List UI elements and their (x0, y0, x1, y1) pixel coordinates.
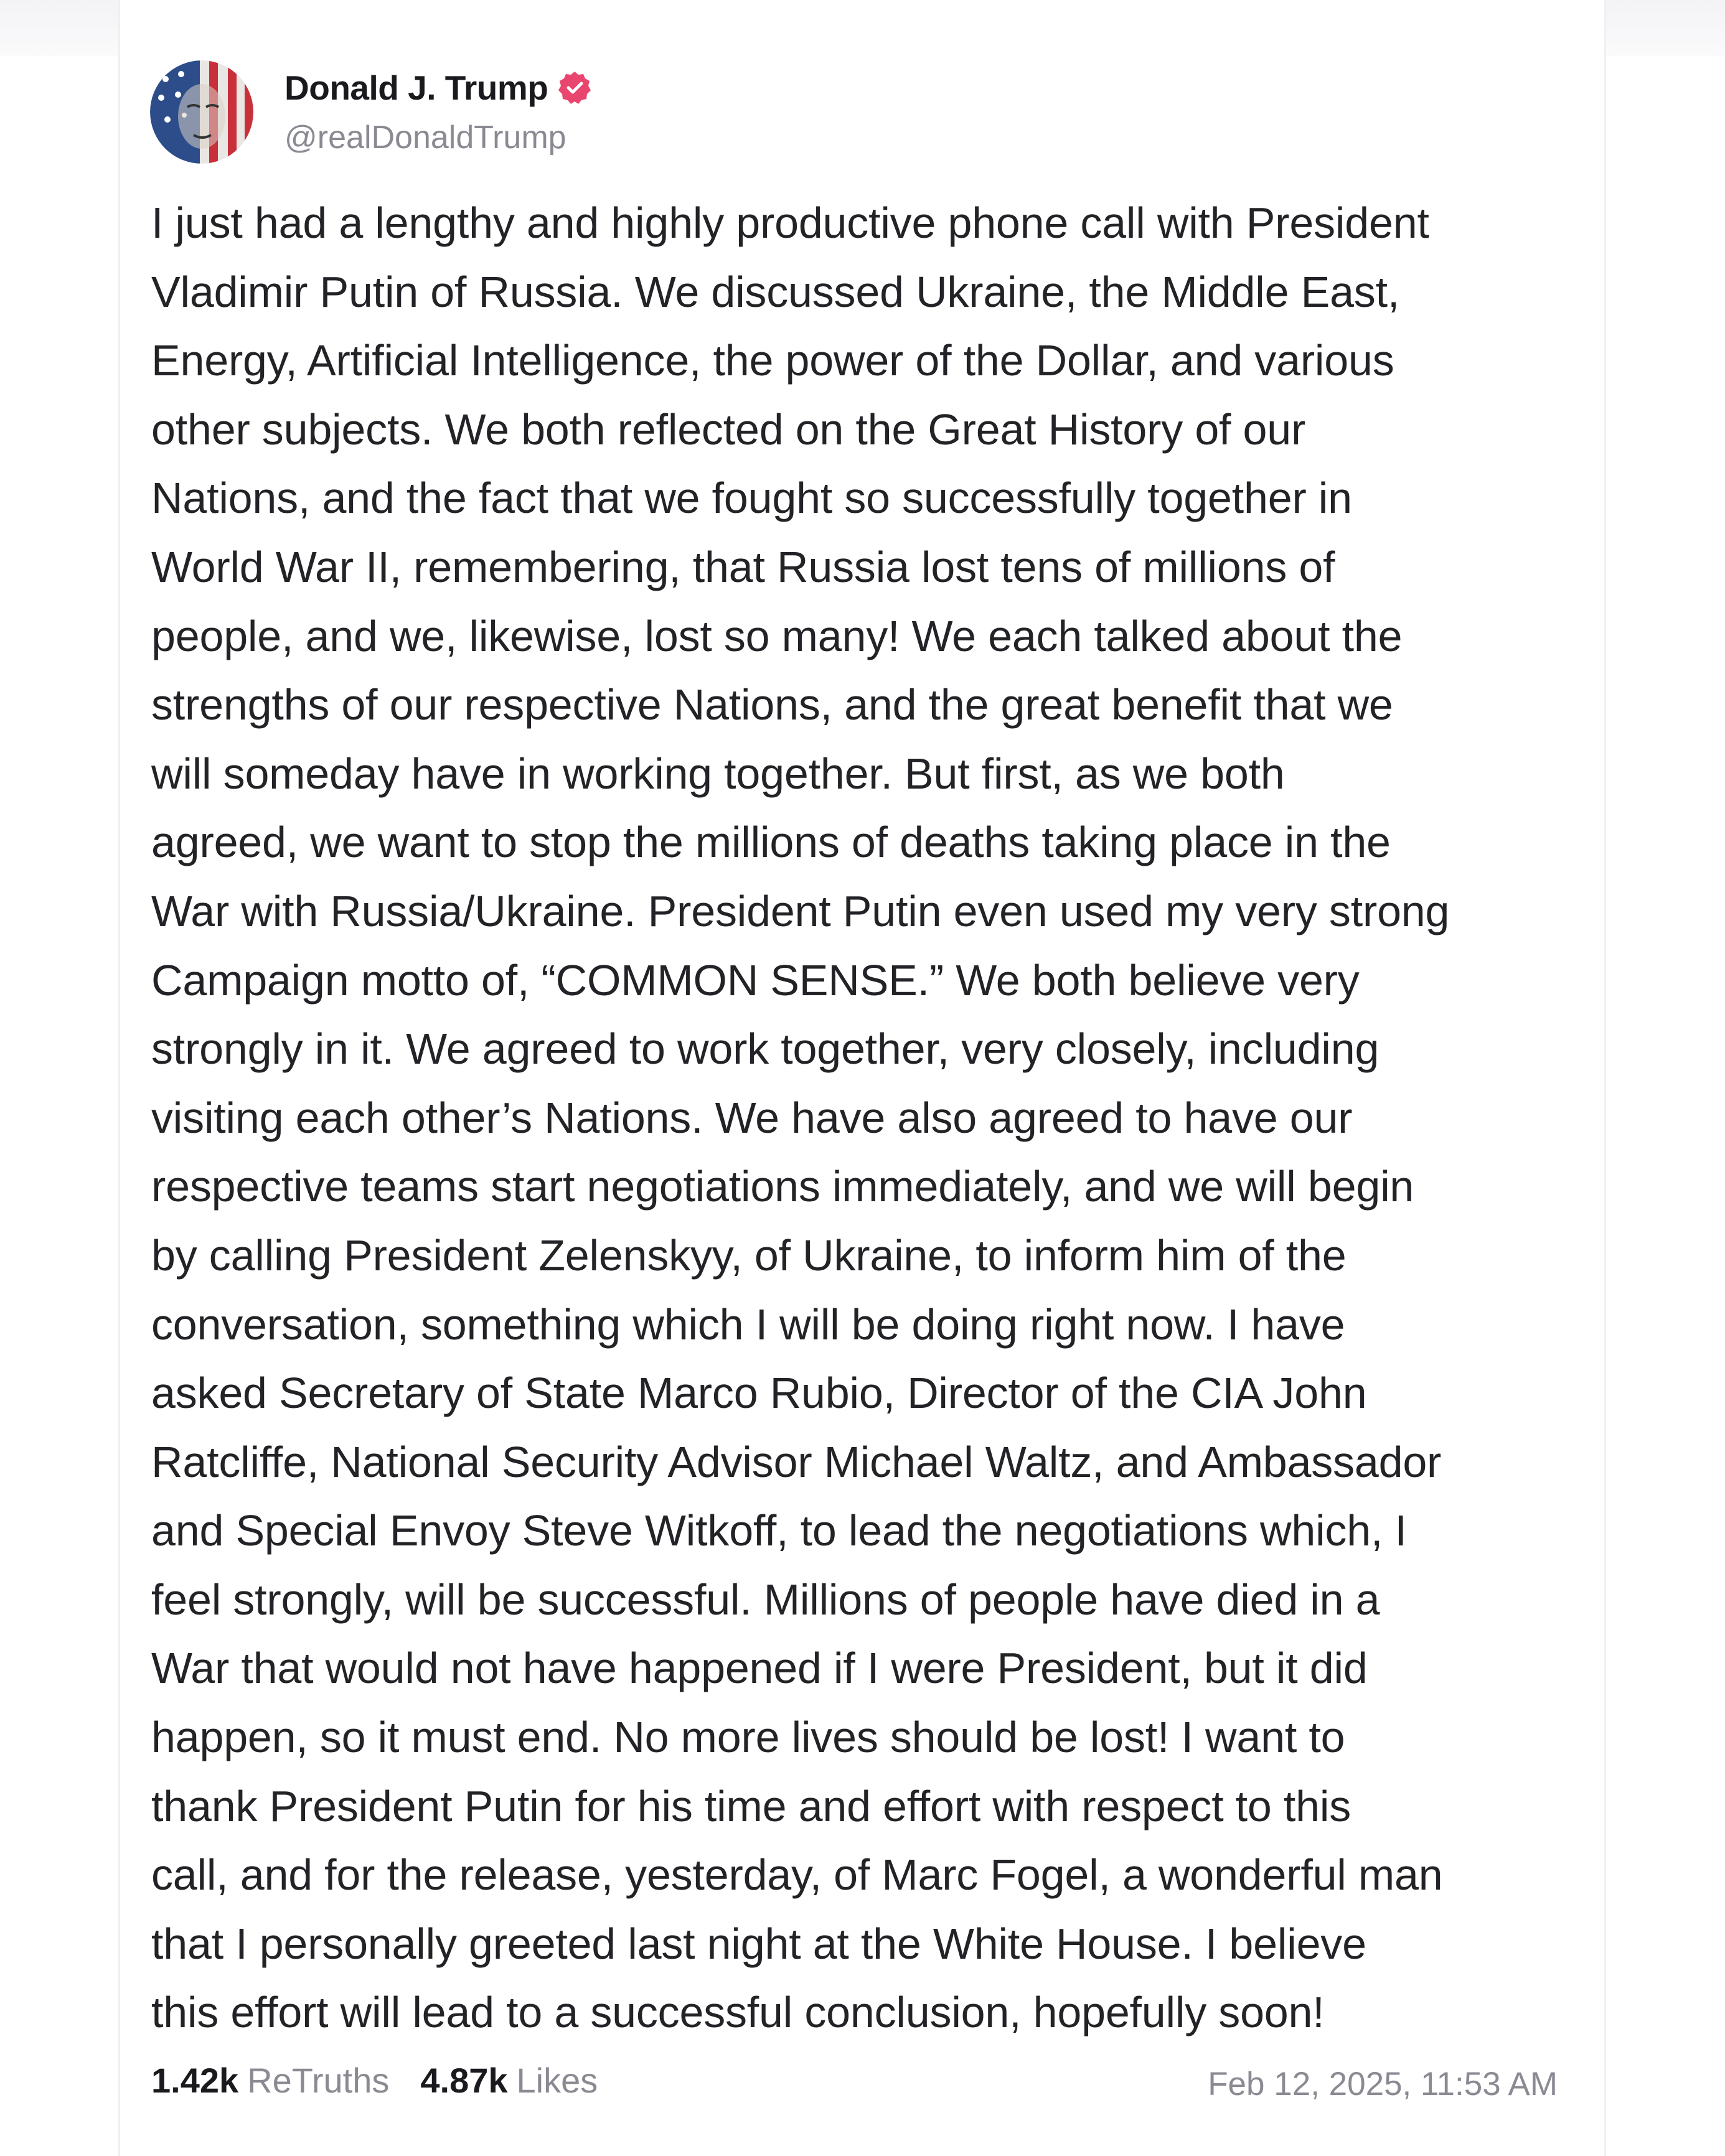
post-text-line: happen, so it must end. No more lives should be lost! I want to (151, 1713, 1345, 1762)
avatar[interactable] (150, 60, 253, 164)
retruths-stat[interactable] (151, 2060, 389, 2101)
post-text-line: strongly in it. We agreed to work together, very closely, including (151, 1024, 1380, 1074)
post-text-line: feel strongly, will be successful. Millions of people have died in a (151, 1575, 1380, 1624)
verified-badge-icon (557, 70, 593, 106)
post-text-line: people, and we, likewise, lost so many! We each talked about the (151, 611, 1403, 660)
likes-stat[interactable] (420, 2060, 598, 2101)
post-text-line: by calling President Zelenskyy, of Ukraine, to inform him of the (151, 1230, 1347, 1280)
likes-count: 4.87k (420, 2061, 508, 2100)
author-names (284, 68, 593, 156)
post-text-line: Energy, Artificial Intelligence, the power of the Dollar, and various (151, 336, 1394, 385)
post-text-line: asked Secretary of State Marco Rubio, Director of the CIA John (151, 1369, 1367, 1418)
post-body (151, 189, 1577, 2047)
name-row (284, 68, 593, 108)
post-text-line: respective teams start negotiations immediately, and we will begin (151, 1162, 1414, 1211)
post-text-line: agreed, we want to stop the millions of deaths taking place in the (151, 818, 1391, 867)
author-handle[interactable]: @realDonaldTrump (284, 120, 566, 156)
post-text-line: this effort will lead to a successful conclusion, hopefully soon! (151, 1988, 1325, 2037)
post-text-line: will someday have in working together. But first, as we both (151, 749, 1285, 798)
post-text-line: Campaign motto of, “COMMON SENSE.” We both believe very (151, 955, 1360, 1005)
post-text-line: Ratcliffe, National Security Advisor Michael Waltz, and Ambassador (151, 1437, 1442, 1486)
post-text-line: and Special Envoy Steve Witkoff, to lead the negotiations which, I (151, 1506, 1407, 1555)
post-text-line: Nations, and the fact that we fought so successfully together in (151, 474, 1352, 523)
post-card (118, 0, 1606, 2156)
post-text-line: call, and for the release, yesterday, of Marc Fogel, a wonderful man (151, 1850, 1443, 1900)
post-text-line: strengths of our respective Nations, and the great benefit that we (151, 680, 1393, 729)
post-text-line: Vladimir Putin of Russia. We discussed Ukraine, the Middle East, (151, 267, 1400, 316)
post-text-line: conversation, something which I will be doing right now. I have (151, 1300, 1345, 1349)
post-stats (151, 2060, 598, 2101)
post-text-line: other subjects. We both reflected on the Great History of our (151, 405, 1306, 454)
retruths-label: ReTruths (247, 2061, 390, 2100)
post-text-line: War that would not have happened if I were President, but it did (151, 1644, 1368, 1693)
post-text-line: visiting each other’s Nations. We have also agreed to have our (151, 1093, 1353, 1142)
author-display-name[interactable]: Donald J. Trump (284, 68, 548, 107)
likes-label: Likes (516, 2061, 598, 2100)
post-text-line: I just had a lengthy and highly productive phone call with President (151, 199, 1429, 247)
post-timestamp[interactable]: Feb 12, 2025, 11:53 AM (1208, 2066, 1558, 2102)
post-text-line: World War II, remembering, that Russia lost tens of millions of (151, 542, 1335, 591)
post-text-line: that I personally greeted last night at the White House. I believe (151, 1919, 1366, 1968)
retruths-count: 1.42k (151, 2061, 239, 2100)
post-text-line: War with Russia/Ukraine. President Putin even used my very strong (151, 886, 1450, 935)
avatar-image (150, 60, 253, 164)
post-header (150, 59, 593, 165)
post-text-line: thank President Putin for his time and effort with respect to this (151, 1781, 1351, 1830)
